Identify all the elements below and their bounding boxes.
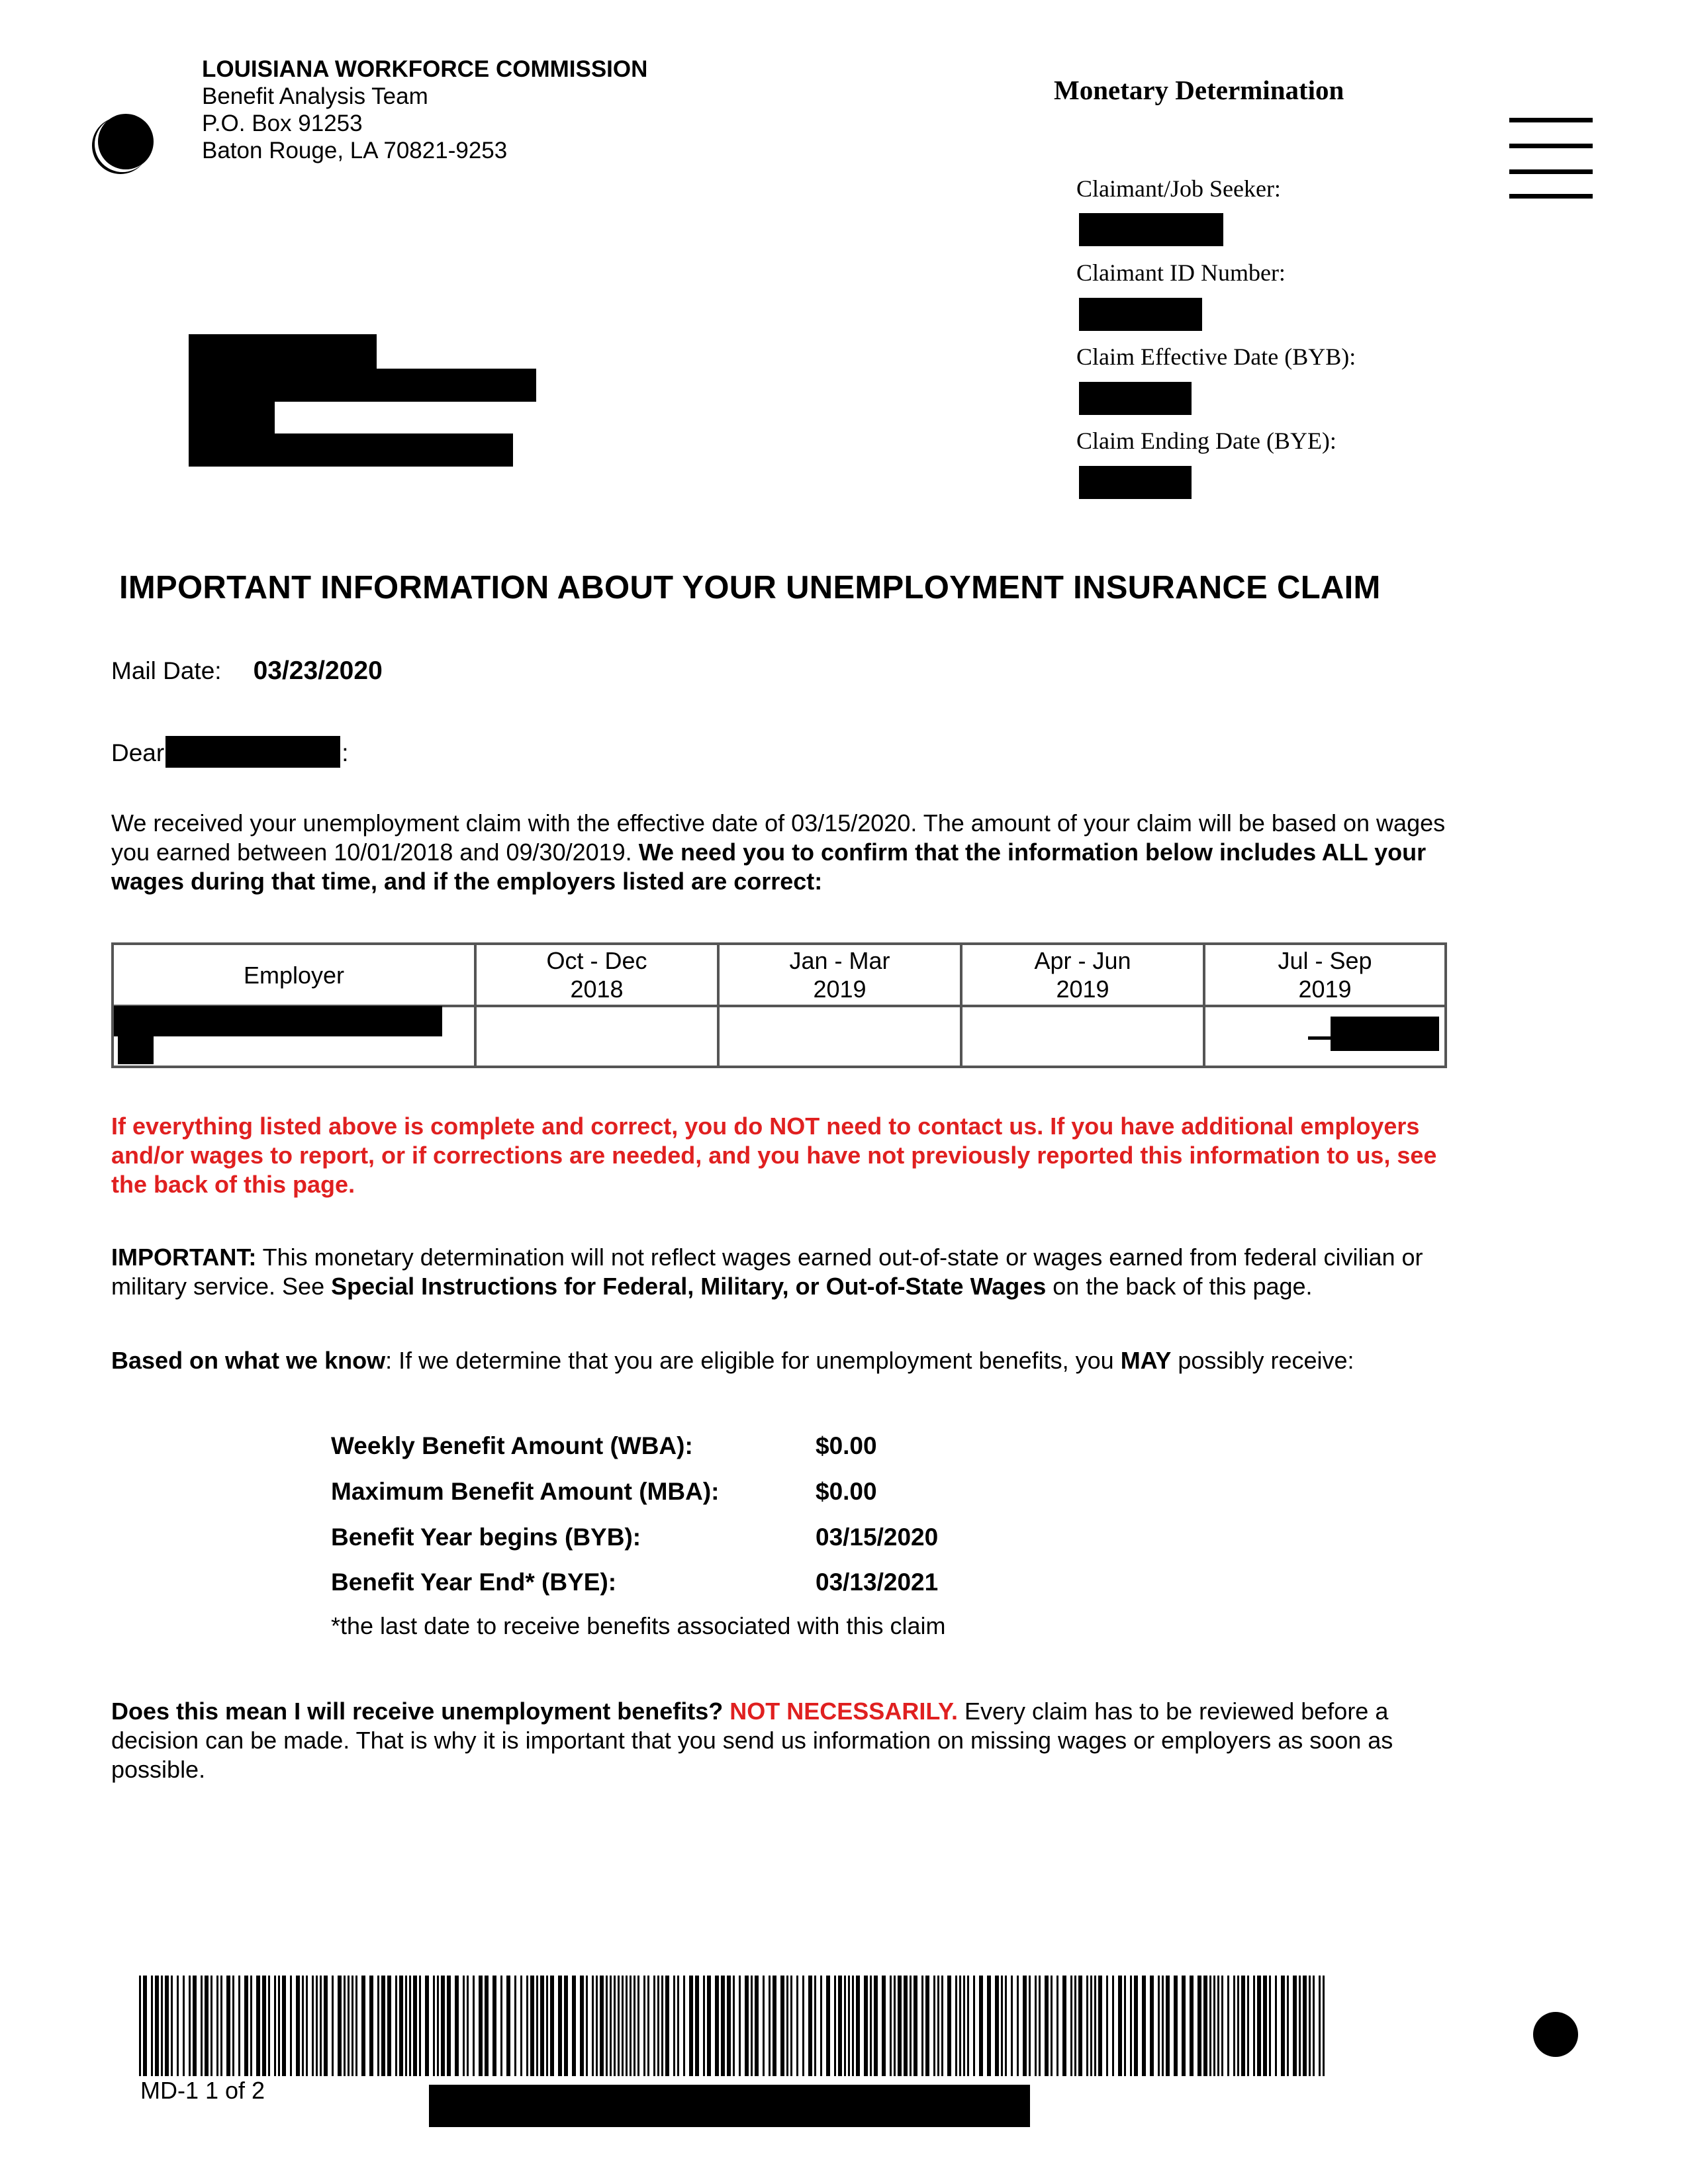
barcode-bar [606, 1976, 608, 2076]
barcode-bar [1287, 1976, 1289, 2076]
may-emphasis: MAY [1120, 1347, 1172, 1374]
barcode-bar [205, 1976, 209, 2076]
barcode-bar [941, 1976, 943, 2076]
barcode-bar [677, 1976, 679, 2076]
barcode-bar [352, 1976, 353, 2076]
barcode-bar [419, 1976, 421, 2076]
barcode-bar [586, 1976, 588, 2076]
barcode-bar [673, 1976, 675, 2076]
barcode-bar [338, 1976, 342, 2076]
barcode-bar [780, 1976, 784, 2076]
benefit-value: $0.00 [816, 1432, 877, 1459]
quarter-year: 2019 [813, 976, 867, 1003]
barcode-bar [425, 1976, 429, 2076]
barcode-bar [1074, 1976, 1076, 2076]
question-text: Every claim has to be reviewed before a decision can be made. That is why it is important that you send us information on missing wages or employers as soon as possible. [111, 1698, 1393, 1783]
barcode-bar [433, 1976, 435, 2076]
barcode-bar [844, 1976, 846, 2076]
barcode-bar [1309, 1976, 1311, 2076]
barcode-bar [637, 1976, 639, 2076]
barcode-bar [904, 1976, 908, 2076]
barcode-bar [278, 1976, 280, 2076]
barcode-bar [1174, 1976, 1178, 2076]
barcode-bar [500, 1976, 502, 2076]
barcode-bar [546, 1976, 548, 2076]
barcode-bar [332, 1976, 334, 2076]
intro-bold-text: We need you to confirm that the information below includes ALL your wages during that time, and if the employers listed are correct: [111, 839, 1427, 895]
barcode-bar [1269, 1976, 1271, 2076]
barcode-bar [1313, 1976, 1315, 2076]
form-marker-lines-icon [1509, 118, 1593, 201]
barcode-bar [643, 1976, 645, 2076]
barcode-bar [189, 1976, 191, 2076]
barcode-bar [856, 1976, 860, 2076]
barcode-bar [1253, 1976, 1255, 2076]
barcode-bar [1078, 1976, 1082, 2076]
barcode-bar [395, 1976, 397, 2076]
barcode-bar [216, 1976, 218, 2076]
barcode-bar [820, 1976, 822, 2076]
table-header-quarter [1205, 945, 1444, 1005]
quarter-year: 2018 [570, 976, 624, 1003]
barcode-bar [1011, 1976, 1013, 2076]
barcode-bar [838, 1976, 842, 2076]
barcode-bar [1281, 1976, 1285, 2076]
table-header-employer: Employer [243, 961, 345, 989]
important-text-end: on the back of this page. [1046, 1273, 1313, 1300]
barcode-bar [1086, 1976, 1088, 2076]
barcode-bar [177, 1976, 179, 2076]
barcode-bar [1299, 1976, 1301, 2076]
special-instructions-ref: Special Instructions for Federal, Military, or Out-of-State Wages [331, 1273, 1047, 1300]
important-text: This monetary determination will not reflect wages earned out-of-state or wages earned from federal civilian or military service. See [111, 1244, 1423, 1300]
barcode-bar [1001, 1976, 1003, 2076]
barcode-bar [882, 1976, 886, 2076]
barcode-bar [967, 1976, 969, 2076]
barcode-bar [1150, 1976, 1154, 2076]
barcode-bar [268, 1976, 270, 2076]
barcode-bar [1221, 1976, 1223, 2076]
intro-text: We received your unemployment claim with the effective date of 03/15/2020. The amount of your claim will be based on wages you earned between 10/01/2018 and 09/30/2019. [111, 809, 1446, 866]
barcode-bar [1237, 1976, 1239, 2076]
barcode-bar [409, 1976, 411, 2076]
barcode-bar [751, 1976, 753, 2076]
mail-date-label: Mail Date: [111, 657, 222, 684]
table-header-quarter [962, 945, 1203, 1005]
barcode-bar [1213, 1976, 1215, 2076]
barcode-bar [614, 1976, 616, 2076]
barcode-bar [520, 1976, 522, 2076]
barcode-bar [979, 1976, 983, 2076]
barcode-bar [1162, 1976, 1164, 2076]
barcode-bar [1029, 1976, 1031, 2076]
redacted-employer-line2 [118, 1036, 154, 1064]
barcode-bar [1197, 1976, 1201, 2076]
document-type-title: Monetary Determination [1054, 75, 1344, 105]
barcode-bar [739, 1976, 741, 2076]
barcode-bar [1035, 1976, 1037, 2076]
barcode-bar [183, 1976, 185, 2076]
greeting-prefix: Dear [111, 739, 165, 766]
barcode-bar [763, 1976, 765, 2076]
barcode-bar [514, 1976, 516, 2076]
quarter-year: 2019 [1298, 976, 1352, 1003]
barcode-bar [1090, 1976, 1092, 2076]
barcode-bar [302, 1976, 304, 2076]
intro-paragraph [111, 809, 1468, 896]
barcode-bar [707, 1976, 711, 2076]
benefit-value: 03/15/2020 [816, 1524, 939, 1551]
barcode-bar [695, 1976, 699, 2076]
benefits-question-paragraph [111, 1697, 1468, 1784]
barcode-bar [220, 1976, 222, 2076]
barcode-bar [973, 1976, 975, 2076]
barcode-bar [610, 1976, 612, 2076]
barcode-bar [1094, 1976, 1096, 2076]
form-registration-dot [1533, 2012, 1578, 2057]
barcode-bar [290, 1976, 292, 2076]
barcode-bar [1118, 1976, 1122, 2076]
barcode-bar [1209, 1976, 1211, 2076]
important-paragraph [111, 1243, 1468, 1301]
mail-date [111, 657, 383, 686]
barcode-bar [447, 1976, 451, 2076]
benefit-value: 03/13/2021 [816, 1569, 939, 1596]
barcode-bar [316, 1976, 318, 2076]
barcode-bar [143, 1976, 147, 2076]
barcode-bar [1233, 1976, 1235, 2076]
barcode-bar [715, 1976, 719, 2076]
barcode-bar [1045, 1976, 1049, 2076]
barcode-bar [479, 1976, 483, 2076]
barcode-bar [995, 1976, 999, 2076]
barcode-bar [564, 1976, 568, 2076]
redacted-ending-date [1079, 466, 1192, 499]
barcode-bar [201, 1976, 203, 2076]
barcode-bar [1130, 1976, 1132, 2076]
benefit-label: Benefit Year begins (BYB): [331, 1524, 641, 1551]
barcode-bar [987, 1976, 991, 2076]
barcode-bar [1056, 1976, 1058, 2076]
barcode-bar [296, 1976, 300, 2076]
barcode-bar [1323, 1976, 1325, 2076]
barcode-bar [399, 1976, 403, 2076]
barcode-bar [647, 1976, 649, 2076]
barcode-bar [306, 1976, 308, 2076]
barcode-bar [1062, 1976, 1066, 2076]
barcode-bar [618, 1976, 620, 2076]
barcode-bar [455, 1976, 459, 2076]
barcode-bar [165, 1976, 169, 2076]
agency-address-block [202, 56, 647, 164]
claim-ending-date-label: Claim Ending Date (BYE): [1076, 428, 1336, 454]
table-header-quarter [477, 945, 717, 1005]
benefit-row-mba [331, 1478, 877, 1506]
barcode-bar [526, 1976, 528, 2076]
benefit-label: Weekly Benefit Amount (WBA): [331, 1432, 693, 1459]
barcode-bar [1051, 1976, 1053, 2076]
barcode-bar [473, 1976, 475, 2076]
greeting-suffix: : [342, 739, 349, 766]
barcode-bar [834, 1976, 836, 2076]
barcode-bar [1112, 1976, 1114, 2076]
barcode-bar [703, 1976, 705, 2076]
barcode-bar [550, 1976, 554, 2076]
barcode-bar [485, 1976, 489, 2076]
barcode-bar [773, 1976, 776, 2076]
barcode-bar [441, 1976, 445, 2076]
barcode-bar [745, 1976, 749, 2076]
barcode-bar [405, 1976, 407, 2076]
barcode-bar [955, 1976, 957, 2076]
barcode-bar [633, 1976, 635, 2076]
document-code: MD-1 1 of 2 [140, 2077, 265, 2104]
benefit-row-wba [331, 1432, 877, 1460]
mail-date-value: 03/23/2020 [253, 657, 383, 685]
barcode-bar [540, 1976, 544, 2076]
barcode-bar [238, 1976, 240, 2076]
page-title: IMPORTANT INFORMATION ABOUT YOUR UNEMPLOYMENT INSURANCE CLAIM [119, 570, 1381, 606]
barcode-bar [1124, 1976, 1126, 2076]
barcode-bar [437, 1976, 439, 2076]
barcode-bar [1142, 1976, 1146, 2076]
barcode-bar [657, 1976, 659, 2076]
barcode-bar [1005, 1976, 1007, 2076]
barcode-bar [1190, 1976, 1194, 2076]
redacted-footer-id [429, 2085, 1030, 2127]
barcode-bar [1098, 1976, 1102, 2076]
barcode-bar [653, 1976, 655, 2076]
barcode-bar [925, 1976, 929, 2076]
barcode-bar [282, 1976, 286, 2076]
barcode-bar [262, 1976, 266, 2076]
barcode-bar [727, 1976, 731, 2076]
barcode-bar [596, 1976, 598, 2076]
barcode-bar [536, 1976, 538, 2076]
barcode-bar [959, 1976, 961, 2076]
barcode-bar [344, 1976, 346, 2076]
barcode-bar [1263, 1976, 1267, 2076]
quarter-range: Oct - Dec [546, 947, 647, 974]
barcode-bar [933, 1976, 935, 2076]
quarter-year: 2019 [1056, 976, 1109, 1003]
claimant-id-label: Claimant ID Number: [1076, 259, 1286, 286]
benefit-label: Benefit Year End* (BYE): [331, 1569, 617, 1596]
barcode-bar [622, 1976, 624, 2076]
barcode-bar [802, 1976, 804, 2076]
agency-po-box: P.O. Box 91253 [202, 111, 363, 136]
barcode-bar [1158, 1976, 1160, 2076]
barcode-bar [1303, 1976, 1307, 2076]
wage-table [111, 942, 1447, 1068]
redacted-effective-date [1079, 382, 1192, 415]
important-label: IMPORTANT: [111, 1244, 257, 1271]
table-header-quarter [720, 945, 960, 1005]
redacted-claimant-id [1079, 298, 1202, 331]
quarter-range: Jul - Sep [1278, 947, 1372, 974]
barcode-bar [1257, 1976, 1261, 2076]
barcode-bar [572, 1976, 576, 2076]
barcode-bar [600, 1976, 604, 2076]
barcode-bar [377, 1976, 379, 2076]
barcode-bar [244, 1976, 248, 2076]
barcode-bar [733, 1976, 735, 2076]
barcode-bar [348, 1976, 350, 2076]
barcode-bar [1227, 1976, 1229, 2076]
barcode-bar [1182, 1976, 1186, 2076]
wage-dash-mark [1308, 1036, 1332, 1040]
question-answer: NOT NECESSARILY. [729, 1698, 959, 1725]
alert-notice: If everything listed above is complete and correct, you do NOT need to contact us. If you have additional employers and/or wages to report, or if corrections are needed, and you have not previously reported this information to us, see the back of this page. [111, 1113, 1437, 1198]
barcode-bar [808, 1976, 812, 2076]
agency-logo-mark [98, 114, 154, 169]
barcode-bar [256, 1976, 260, 2076]
benefit-value: $0.00 [816, 1478, 877, 1505]
barcode-bar [796, 1976, 798, 2076]
barcode-bar [171, 1976, 173, 2076]
barcode-bar [898, 1976, 902, 2076]
barcode-bar [1134, 1976, 1138, 2076]
barcode-bar [1166, 1976, 1170, 2076]
barcode-bar [413, 1976, 417, 2076]
based-text: : If we determine that you are eligible for unemployment benefits, you [385, 1347, 1121, 1374]
question-label: Does this mean I will receive unemployment benefits? [111, 1698, 724, 1725]
barcode-bar [592, 1976, 594, 2076]
barcode-bar [1275, 1976, 1277, 2076]
barcode-bar [1203, 1976, 1207, 2076]
barcode-bar [139, 1976, 141, 2076]
barcode-bar [721, 1976, 725, 2076]
redacted-employer-name [114, 1006, 442, 1036]
barcode-bar [211, 1976, 212, 2076]
benefit-row-byb [331, 1524, 939, 1551]
barcode-bar [558, 1976, 562, 2076]
barcode-bar [324, 1976, 328, 2076]
barcode-bar [661, 1976, 663, 2076]
barcode-bar [937, 1976, 939, 2076]
barcode-bar [848, 1976, 850, 2076]
barcode-bar [914, 1976, 917, 2076]
barcode-bar [193, 1976, 197, 2076]
barcode-bar [1247, 1976, 1249, 2076]
barcode-bar [1319, 1976, 1321, 2076]
barcode-bar [492, 1976, 496, 2076]
barcode-bar [1039, 1976, 1041, 2076]
barcode-bar [786, 1976, 788, 2076]
barcode-bar [274, 1976, 276, 2076]
barcode-bar [689, 1976, 693, 2076]
barcode-bar [852, 1976, 854, 2076]
barcode-bar [790, 1976, 792, 2076]
barcode [139, 1976, 1327, 2076]
barcode-bar [155, 1976, 159, 2076]
barcode-bar [683, 1976, 685, 2076]
barcode-bar [467, 1976, 469, 2076]
agency-team: Benefit Analysis Team [202, 83, 428, 109]
agency-city: Baton Rouge, LA 70821-9253 [202, 138, 508, 163]
barcode-bar [232, 1976, 234, 2076]
redacted-recipient-name [165, 736, 340, 768]
barcode-bar [506, 1976, 510, 2076]
barcode-bar [1023, 1976, 1027, 2076]
barcode-bar [665, 1976, 669, 2076]
claimant-label: Claimant/Job Seeker: [1076, 175, 1281, 202]
barcode-bar [530, 1976, 534, 2076]
barcode-bar [1241, 1976, 1245, 2076]
barcode-bar [580, 1976, 584, 2076]
barcode-bar [355, 1976, 357, 2076]
barcode-bar [947, 1976, 951, 2076]
barcode-bar [312, 1976, 314, 2076]
agency-name: LOUISIANA WORKFORCE COMMISSION [202, 56, 648, 82]
barcode-bar [870, 1976, 872, 2076]
quarter-range: Jan - Mar [789, 947, 890, 974]
barcode-bar [755, 1976, 759, 2076]
barcode-bar [151, 1976, 153, 2076]
barcode-bar [463, 1976, 465, 2076]
barcode-bar [826, 1976, 830, 2076]
barcode-bar [814, 1976, 816, 2076]
barcode-bar [1106, 1976, 1108, 2076]
quarter-range: Apr - Jun [1034, 947, 1131, 974]
benefits-footnote: *the last date to receive benefits associated with this claim [331, 1612, 946, 1639]
barcode-bar [910, 1976, 912, 2076]
barcode-bar [921, 1976, 923, 2076]
barcode-bar [874, 1976, 878, 2076]
benefit-row-bye [331, 1569, 939, 1596]
barcode-bar [890, 1976, 892, 2076]
barcode-bar [630, 1976, 632, 2076]
eligibility-paragraph [111, 1346, 1468, 1375]
barcode-bar [320, 1976, 322, 2076]
barcode-bar [894, 1976, 896, 2076]
barcode-bar [369, 1976, 373, 2076]
redacted-claimant-name [1079, 213, 1223, 246]
barcode-bar [1017, 1976, 1019, 2076]
barcode-bar [626, 1976, 628, 2076]
greeting [111, 736, 348, 768]
barcode-bar [387, 1976, 391, 2076]
benefit-label: Maximum Benefit Amount (MBA): [331, 1478, 720, 1505]
barcode-bar [1217, 1976, 1219, 2076]
barcode-bar [381, 1976, 385, 2076]
based-text-end: possibly receive: [1171, 1347, 1354, 1374]
barcode-bar [250, 1976, 252, 2076]
barcode-bar [963, 1976, 965, 2076]
redacted-wage-amount [1331, 1017, 1439, 1051]
barcode-bar [769, 1976, 771, 2076]
barcode-bar [226, 1976, 230, 2076]
barcode-bar [1070, 1976, 1072, 2076]
barcode-bar [864, 1976, 868, 2076]
claim-effective-date-label: Claim Effective Date (BYB): [1076, 343, 1356, 370]
based-label: Based on what we know [111, 1347, 386, 1374]
barcode-bar [1293, 1976, 1297, 2076]
barcode-bar [161, 1976, 163, 2076]
barcode-bar [361, 1976, 365, 2076]
redacted-recipient-address [189, 334, 536, 467]
